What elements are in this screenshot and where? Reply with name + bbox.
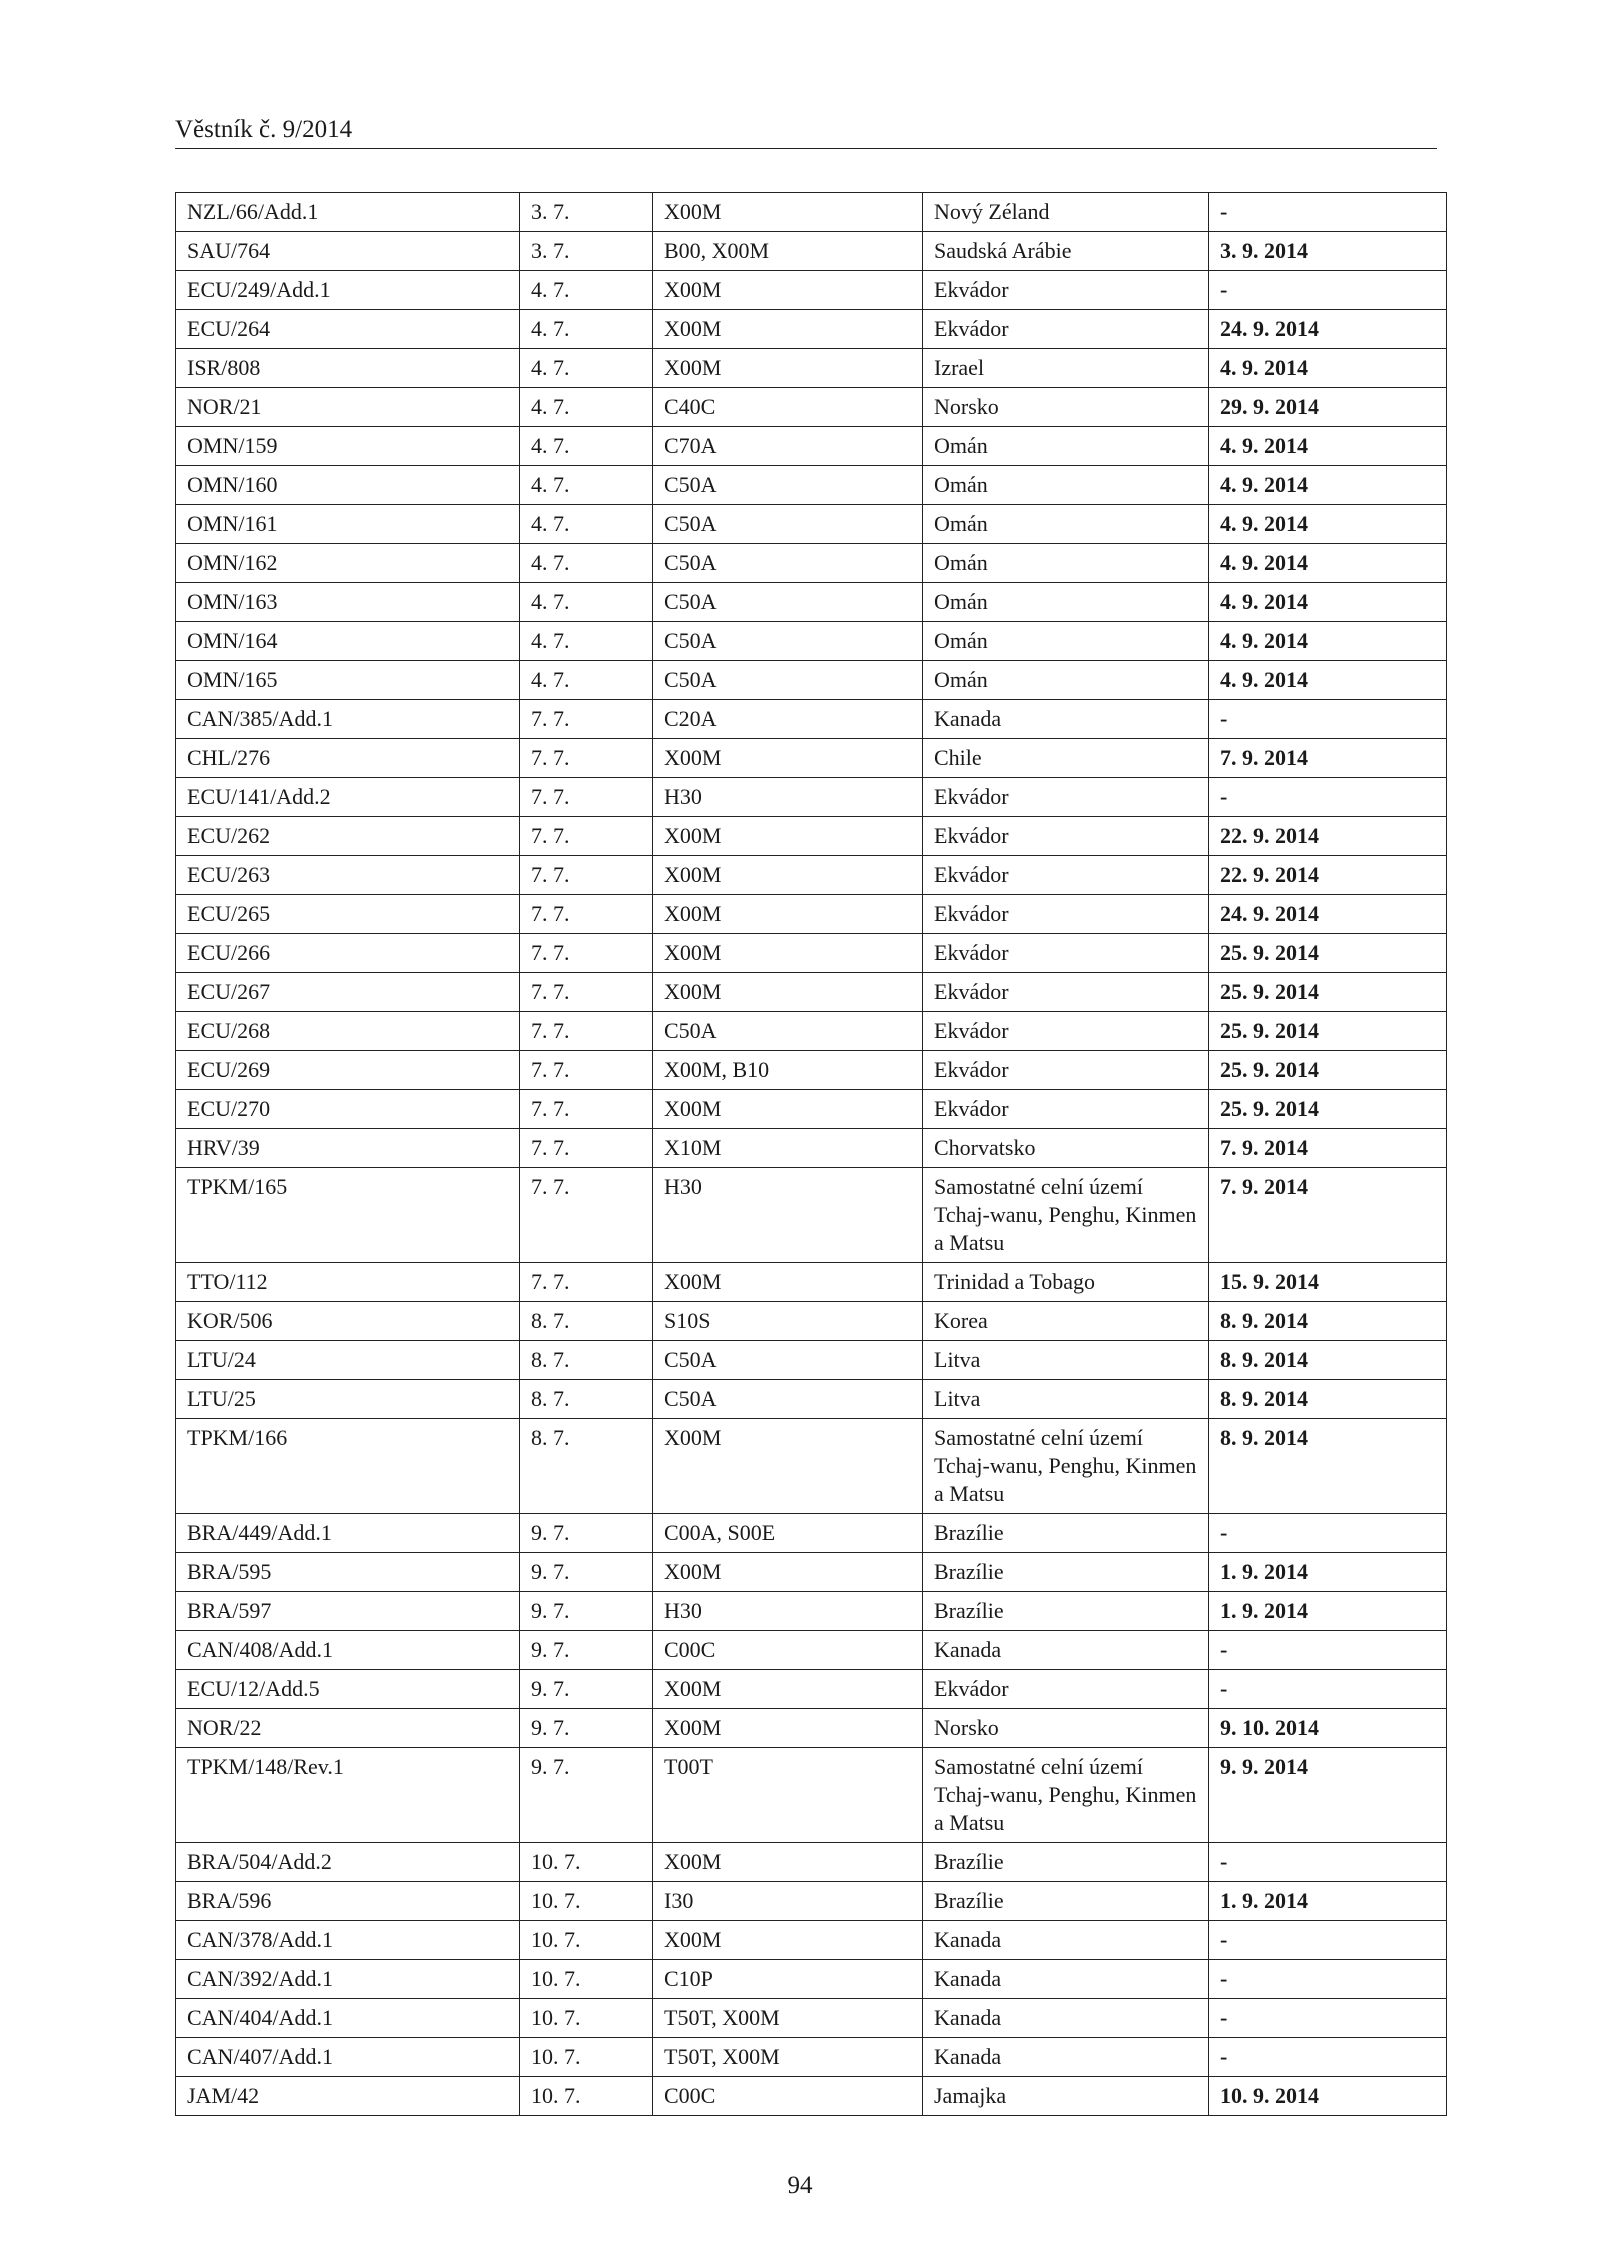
deadline-cell: 22. 9. 2014: [1209, 856, 1447, 895]
document-code-cell: CAN/404/Add.1: [176, 1999, 520, 2038]
document-code-cell: TPKM/166: [176, 1419, 520, 1514]
deadline-cell: -: [1209, 1670, 1447, 1709]
date-cell: 7. 7.: [520, 973, 653, 1012]
table-row: [176, 583, 1447, 622]
date-cell: 4. 7.: [520, 349, 653, 388]
table-row: [176, 1129, 1447, 1168]
table-row: [176, 1748, 1447, 1843]
deadline-cell: 25. 9. 2014: [1209, 973, 1447, 1012]
country-cell: Ekvádor: [923, 934, 1209, 973]
table-row: [176, 232, 1447, 271]
ics-code-cell: H30: [653, 1168, 923, 1263]
ics-code-cell: X00M: [653, 856, 923, 895]
deadline-cell: 25. 9. 2014: [1209, 934, 1447, 973]
country-cell: Ekvádor: [923, 1670, 1209, 1709]
table-row: [176, 1341, 1447, 1380]
table-row: [176, 1709, 1447, 1748]
deadline-cell: 8. 9. 2014: [1209, 1341, 1447, 1380]
ics-code-cell: X00M: [653, 1843, 923, 1882]
table-row: [176, 1302, 1447, 1341]
deadline-cell: -: [1209, 778, 1447, 817]
table-row: [176, 427, 1447, 466]
deadline-cell: -: [1209, 1960, 1447, 1999]
deadline-cell: 29. 9. 2014: [1209, 388, 1447, 427]
table-row: [176, 661, 1447, 700]
country-cell: Izrael: [923, 349, 1209, 388]
document-code-cell: ECU/262: [176, 817, 520, 856]
country-cell: Samostatné celní území Tchaj-wanu, Penghu, Kinmen a Matsu: [923, 1748, 1209, 1843]
ics-code-cell: I30: [653, 1882, 923, 1921]
ics-code-cell: X00M: [653, 739, 923, 778]
date-cell: 10. 7.: [520, 2038, 653, 2077]
date-cell: 4. 7.: [520, 310, 653, 349]
ics-code-cell: X00M: [653, 310, 923, 349]
date-cell: 7. 7.: [520, 934, 653, 973]
deadline-cell: 9. 10. 2014: [1209, 1709, 1447, 1748]
deadline-cell: 1. 9. 2014: [1209, 1553, 1447, 1592]
ics-code-cell: X00M: [653, 1263, 923, 1302]
date-cell: 10. 7.: [520, 1882, 653, 1921]
document-code-cell: OMN/165: [176, 661, 520, 700]
page-header: [175, 112, 1437, 149]
table-row: [176, 778, 1447, 817]
ics-code-cell: C50A: [653, 1341, 923, 1380]
document-code-cell: ECU/249/Add.1: [176, 271, 520, 310]
deadline-cell: 22. 9. 2014: [1209, 817, 1447, 856]
table-body: [176, 193, 1447, 2116]
date-cell: 9. 7.: [520, 1592, 653, 1631]
document-code-cell: TPKM/148/Rev.1: [176, 1748, 520, 1843]
document-code-cell: CAN/378/Add.1: [176, 1921, 520, 1960]
ics-code-cell: C70A: [653, 427, 923, 466]
document-code-cell: CAN/392/Add.1: [176, 1960, 520, 1999]
deadline-cell: 4. 9. 2014: [1209, 544, 1447, 583]
document-code-cell: OMN/161: [176, 505, 520, 544]
ics-code-cell: T50T, X00M: [653, 1999, 923, 2038]
table-row: [176, 739, 1447, 778]
table-row: [176, 1419, 1447, 1514]
table-row: [176, 1051, 1447, 1090]
country-cell: Chile: [923, 739, 1209, 778]
date-cell: 9. 7.: [520, 1514, 653, 1553]
document-code-cell: BRA/596: [176, 1882, 520, 1921]
notifications-table: [175, 192, 1447, 2116]
document-code-cell: OMN/160: [176, 466, 520, 505]
country-cell: Brazílie: [923, 1843, 1209, 1882]
document-code-cell: BRA/449/Add.1: [176, 1514, 520, 1553]
ics-code-cell: C50A: [653, 505, 923, 544]
date-cell: 7. 7.: [520, 1168, 653, 1263]
table-row: [176, 895, 1447, 934]
ics-code-cell: X10M: [653, 1129, 923, 1168]
date-cell: 3. 7.: [520, 232, 653, 271]
table-row: [176, 1843, 1447, 1882]
document-code-cell: ECU/264: [176, 310, 520, 349]
document-code-cell: SAU/764: [176, 232, 520, 271]
table-row: [176, 1168, 1447, 1263]
document-code-cell: NOR/22: [176, 1709, 520, 1748]
country-cell: Norsko: [923, 388, 1209, 427]
deadline-cell: 4. 9. 2014: [1209, 622, 1447, 661]
ics-code-cell: C00C: [653, 1631, 923, 1670]
deadline-cell: 25. 9. 2014: [1209, 1012, 1447, 1051]
document-code-cell: ECU/268: [176, 1012, 520, 1051]
table-row: [176, 973, 1447, 1012]
table-row: [176, 934, 1447, 973]
deadline-cell: 15. 9. 2014: [1209, 1263, 1447, 1302]
country-cell: Ekvádor: [923, 973, 1209, 1012]
country-cell: Trinidad a Tobago: [923, 1263, 1209, 1302]
table-row: [176, 2038, 1447, 2077]
ics-code-cell: C50A: [653, 622, 923, 661]
deadline-cell: 25. 9. 2014: [1209, 1090, 1447, 1129]
document-code-cell: ECU/141/Add.2: [176, 778, 520, 817]
date-cell: 10. 7.: [520, 1999, 653, 2038]
date-cell: 10. 7.: [520, 1960, 653, 1999]
ics-code-cell: X00M: [653, 271, 923, 310]
date-cell: 4. 7.: [520, 427, 653, 466]
table-row: [176, 1553, 1447, 1592]
deadline-cell: 24. 9. 2014: [1209, 895, 1447, 934]
date-cell: 8. 7.: [520, 1419, 653, 1514]
table-row: [176, 1960, 1447, 1999]
country-cell: Ekvádor: [923, 1090, 1209, 1129]
table-row: [176, 310, 1447, 349]
table-row: [176, 856, 1447, 895]
ics-code-cell: C10P: [653, 1960, 923, 1999]
table-row: [176, 1592, 1447, 1631]
deadline-cell: 4. 9. 2014: [1209, 583, 1447, 622]
date-cell: 7. 7.: [520, 856, 653, 895]
table-row: [176, 817, 1447, 856]
document-code-cell: ECU/263: [176, 856, 520, 895]
table-row: [176, 1012, 1447, 1051]
document-code-cell: NZL/66/Add.1: [176, 193, 520, 232]
document-code-cell: KOR/506: [176, 1302, 520, 1341]
document-code-cell: ECU/266: [176, 934, 520, 973]
date-cell: 3. 7.: [520, 193, 653, 232]
document-code-cell: LTU/25: [176, 1380, 520, 1419]
ics-code-cell: H30: [653, 778, 923, 817]
table-row: [176, 505, 1447, 544]
deadline-cell: -: [1209, 1631, 1447, 1670]
document-code-cell: ECU/269: [176, 1051, 520, 1090]
ics-code-cell: T50T, X00M: [653, 2038, 923, 2077]
date-cell: 7. 7.: [520, 700, 653, 739]
country-cell: Brazílie: [923, 1592, 1209, 1631]
document-code-cell: CAN/385/Add.1: [176, 700, 520, 739]
deadline-cell: 10. 9. 2014: [1209, 2077, 1447, 2116]
date-cell: 9. 7.: [520, 1670, 653, 1709]
document-code-cell: ECU/270: [176, 1090, 520, 1129]
table-row: [176, 2077, 1447, 2116]
deadline-cell: 8. 9. 2014: [1209, 1380, 1447, 1419]
deadline-cell: 9. 9. 2014: [1209, 1748, 1447, 1843]
document-code-cell: LTU/24: [176, 1341, 520, 1380]
country-cell: Samostatné celní území Tchaj-wanu, Penghu, Kinmen a Matsu: [923, 1419, 1209, 1514]
date-cell: 4. 7.: [520, 388, 653, 427]
ics-code-cell: X00M: [653, 1921, 923, 1960]
ics-code-cell: X00M: [653, 817, 923, 856]
ics-code-cell: X00M: [653, 1090, 923, 1129]
table-row: [176, 1670, 1447, 1709]
country-cell: Ekvádor: [923, 856, 1209, 895]
country-cell: Chorvatsko: [923, 1129, 1209, 1168]
country-cell: Brazílie: [923, 1882, 1209, 1921]
deadline-cell: 8. 9. 2014: [1209, 1419, 1447, 1514]
ics-code-cell: X00M: [653, 1709, 923, 1748]
country-cell: Samostatné celní území Tchaj-wanu, Penghu, Kinmen a Matsu: [923, 1168, 1209, 1263]
date-cell: 9. 7.: [520, 1748, 653, 1843]
table-row: [176, 271, 1447, 310]
deadline-cell: -: [1209, 1999, 1447, 2038]
document-code-cell: OMN/164: [176, 622, 520, 661]
deadline-cell: -: [1209, 700, 1447, 739]
deadline-cell: 4. 9. 2014: [1209, 661, 1447, 700]
table-row: [176, 1263, 1447, 1302]
deadline-cell: 3. 9. 2014: [1209, 232, 1447, 271]
country-cell: Litva: [923, 1380, 1209, 1419]
document-code-cell: CHL/276: [176, 739, 520, 778]
table-row: [176, 700, 1447, 739]
date-cell: 9. 7.: [520, 1631, 653, 1670]
country-cell: Nový Zéland: [923, 193, 1209, 232]
ics-code-cell: H30: [653, 1592, 923, 1631]
country-cell: Litva: [923, 1341, 1209, 1380]
document-code-cell: OMN/159: [176, 427, 520, 466]
country-cell: Omán: [923, 544, 1209, 583]
date-cell: 7. 7.: [520, 1090, 653, 1129]
date-cell: 8. 7.: [520, 1302, 653, 1341]
table-row: [176, 388, 1447, 427]
country-cell: Brazílie: [923, 1514, 1209, 1553]
country-cell: Ekvádor: [923, 817, 1209, 856]
document-code-cell: TPKM/165: [176, 1168, 520, 1263]
deadline-cell: -: [1209, 271, 1447, 310]
country-cell: Ekvádor: [923, 310, 1209, 349]
ics-code-cell: C40C: [653, 388, 923, 427]
table-row: [176, 1090, 1447, 1129]
country-cell: Ekvádor: [923, 1012, 1209, 1051]
date-cell: 10. 7.: [520, 1921, 653, 1960]
country-cell: Ekvádor: [923, 778, 1209, 817]
document-code-cell: OMN/163: [176, 583, 520, 622]
document-code-cell: CAN/408/Add.1: [176, 1631, 520, 1670]
date-cell: 4. 7.: [520, 544, 653, 583]
deadline-cell: 1. 9. 2014: [1209, 1882, 1447, 1921]
date-cell: 7. 7.: [520, 1129, 653, 1168]
deadline-cell: 7. 9. 2014: [1209, 739, 1447, 778]
country-cell: Saudská Arábie: [923, 232, 1209, 271]
document-code-cell: OMN/162: [176, 544, 520, 583]
ics-code-cell: C00C: [653, 2077, 923, 2116]
table-row: [176, 1921, 1447, 1960]
table-row: [176, 622, 1447, 661]
country-cell: Kanada: [923, 1960, 1209, 1999]
document-code-cell: ECU/267: [176, 973, 520, 1012]
document-code-cell: TTO/112: [176, 1263, 520, 1302]
date-cell: 10. 7.: [520, 1843, 653, 1882]
deadline-cell: -: [1209, 193, 1447, 232]
country-cell: Omán: [923, 427, 1209, 466]
document-code-cell: BRA/504/Add.2: [176, 1843, 520, 1882]
date-cell: 7. 7.: [520, 1263, 653, 1302]
ics-code-cell: X00M: [653, 934, 923, 973]
page-number: 94: [787, 2172, 813, 2199]
ics-code-cell: C50A: [653, 661, 923, 700]
country-cell: Kanada: [923, 1631, 1209, 1670]
country-cell: Omán: [923, 622, 1209, 661]
country-cell: Ekvádor: [923, 1051, 1209, 1090]
deadline-cell: 4. 9. 2014: [1209, 349, 1447, 388]
ics-code-cell: B00, X00M: [653, 232, 923, 271]
country-cell: Omán: [923, 583, 1209, 622]
deadline-cell: -: [1209, 1843, 1447, 1882]
country-cell: Korea: [923, 1302, 1209, 1341]
country-cell: Omán: [923, 661, 1209, 700]
ics-code-cell: C50A: [653, 1012, 923, 1051]
date-cell: 9. 7.: [520, 1553, 653, 1592]
country-cell: Kanada: [923, 1921, 1209, 1960]
deadline-cell: 25. 9. 2014: [1209, 1051, 1447, 1090]
document-code-cell: ECU/12/Add.5: [176, 1670, 520, 1709]
ics-code-cell: X00M: [653, 349, 923, 388]
table-row: [176, 1380, 1447, 1419]
journal-title: Věstník č. 9/2014: [175, 116, 353, 143]
date-cell: 8. 7.: [520, 1380, 653, 1419]
date-cell: 7. 7.: [520, 895, 653, 934]
deadline-cell: 4. 9. 2014: [1209, 427, 1447, 466]
date-cell: 4. 7.: [520, 661, 653, 700]
deadline-cell: 24. 9. 2014: [1209, 310, 1447, 349]
table-row: [176, 193, 1447, 232]
document-code-cell: JAM/42: [176, 2077, 520, 2116]
ics-code-cell: C50A: [653, 466, 923, 505]
ics-code-cell: T00T: [653, 1748, 923, 1843]
document-code-cell: NOR/21: [176, 388, 520, 427]
date-cell: 8. 7.: [520, 1341, 653, 1380]
document-code-cell: BRA/597: [176, 1592, 520, 1631]
ics-code-cell: C50A: [653, 544, 923, 583]
ics-code-cell: S10S: [653, 1302, 923, 1341]
date-cell: 7. 7.: [520, 1051, 653, 1090]
country-cell: Omán: [923, 466, 1209, 505]
table-row: [176, 544, 1447, 583]
country-cell: Ekvádor: [923, 271, 1209, 310]
deadline-cell: 1. 9. 2014: [1209, 1592, 1447, 1631]
ics-code-cell: X00M: [653, 1553, 923, 1592]
country-cell: Kanada: [923, 700, 1209, 739]
country-cell: Norsko: [923, 1709, 1209, 1748]
date-cell: 7. 7.: [520, 1012, 653, 1051]
deadline-cell: 4. 9. 2014: [1209, 466, 1447, 505]
document-code-cell: BRA/595: [176, 1553, 520, 1592]
country-cell: Kanada: [923, 1999, 1209, 2038]
document-code-cell: ECU/265: [176, 895, 520, 934]
ics-code-cell: X00M: [653, 973, 923, 1012]
date-cell: 4. 7.: [520, 466, 653, 505]
date-cell: 7. 7.: [520, 778, 653, 817]
date-cell: 10. 7.: [520, 2077, 653, 2116]
table-row: [176, 1631, 1447, 1670]
deadline-cell: 7. 9. 2014: [1209, 1129, 1447, 1168]
deadline-cell: 8. 9. 2014: [1209, 1302, 1447, 1341]
document-code-cell: ISR/808: [176, 349, 520, 388]
ics-code-cell: X00M: [653, 1670, 923, 1709]
date-cell: 9. 7.: [520, 1709, 653, 1748]
date-cell: 4. 7.: [520, 583, 653, 622]
table-row: [176, 1514, 1447, 1553]
ics-code-cell: X00M, B10: [653, 1051, 923, 1090]
country-cell: Ekvádor: [923, 895, 1209, 934]
ics-code-cell: C00A, S00E: [653, 1514, 923, 1553]
ics-code-cell: C50A: [653, 583, 923, 622]
date-cell: 4. 7.: [520, 505, 653, 544]
table-row: [176, 349, 1447, 388]
document-code-cell: CAN/407/Add.1: [176, 2038, 520, 2077]
deadline-cell: 4. 9. 2014: [1209, 505, 1447, 544]
country-cell: Omán: [923, 505, 1209, 544]
date-cell: 4. 7.: [520, 622, 653, 661]
table-row: [176, 1882, 1447, 1921]
table-row: [176, 1999, 1447, 2038]
ics-code-cell: C50A: [653, 1380, 923, 1419]
deadline-cell: 7. 9. 2014: [1209, 1168, 1447, 1263]
date-cell: 7. 7.: [520, 817, 653, 856]
country-cell: Kanada: [923, 2038, 1209, 2077]
ics-code-cell: C20A: [653, 700, 923, 739]
date-cell: 7. 7.: [520, 739, 653, 778]
document-code-cell: HRV/39: [176, 1129, 520, 1168]
ics-code-cell: X00M: [653, 1419, 923, 1514]
date-cell: 4. 7.: [520, 271, 653, 310]
country-cell: Jamajka: [923, 2077, 1209, 2116]
ics-code-cell: X00M: [653, 193, 923, 232]
deadline-cell: -: [1209, 1514, 1447, 1553]
country-cell: Brazílie: [923, 1553, 1209, 1592]
table-row: [176, 466, 1447, 505]
ics-code-cell: X00M: [653, 895, 923, 934]
deadline-cell: -: [1209, 1921, 1447, 1960]
deadline-cell: -: [1209, 2038, 1447, 2077]
